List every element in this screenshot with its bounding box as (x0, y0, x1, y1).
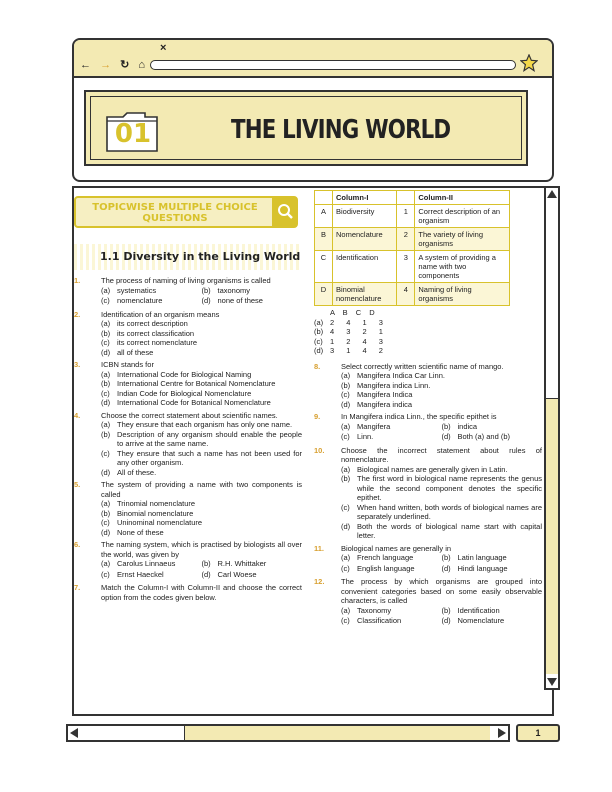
question-item (74, 310, 302, 358)
option-letter: (b) (441, 421, 451, 431)
option-letter: (b) (101, 379, 111, 388)
option (101, 286, 202, 297)
option-pair (101, 286, 302, 297)
question-number: 1. (74, 276, 81, 285)
forward-arrow-icon[interactable]: → (100, 59, 115, 71)
option (202, 296, 303, 307)
option-text: Indian Code for Biological Nomenclature (117, 388, 252, 398)
option-text: none of these (217, 296, 263, 305)
option (101, 329, 302, 339)
option-text: International Centre for Botanical Nomenclature (117, 379, 276, 388)
option (341, 606, 442, 617)
column-1-header: Column-I (333, 191, 397, 205)
option-text: Biological names are generally given in Latin. (357, 464, 508, 474)
option (101, 528, 302, 538)
search-icon (273, 198, 297, 226)
option-letter: (c) (101, 296, 110, 305)
chapter-header (84, 90, 528, 166)
option-pair (341, 616, 542, 627)
option-letter: (c) (341, 432, 350, 441)
question-body (101, 310, 302, 358)
option (442, 606, 543, 617)
option (341, 503, 542, 522)
option (442, 422, 543, 433)
scroll-down-icon[interactable] (547, 678, 557, 686)
option-letter: (c) (101, 388, 110, 398)
option-pair (341, 422, 542, 433)
question-text: The naming system, which is practised by biologists all over the world, was given by (101, 540, 302, 559)
question-body (341, 412, 542, 443)
option-text: taxonomy (217, 285, 251, 295)
question-body (101, 360, 302, 408)
question-text: Match the Column-I with Column-II and choose the correct option from the codes given below. (101, 583, 302, 602)
horizontal-scroll-thumb[interactable] (184, 726, 490, 740)
option-text: Taxonomy (357, 605, 392, 615)
option-letter: (d) (101, 347, 111, 357)
option (101, 518, 302, 528)
question-body (101, 276, 302, 307)
option (341, 564, 442, 575)
question-text: The process of naming of living organisms is called (101, 276, 271, 285)
option (341, 432, 442, 443)
option (101, 499, 302, 509)
vertical-scroll-thumb[interactable] (546, 398, 558, 674)
question-text: Identification of an organism means (101, 309, 220, 319)
option (101, 389, 302, 399)
option (101, 570, 202, 581)
question-number: 4. (74, 410, 81, 420)
option-text: indica (457, 421, 478, 431)
option-text: International Code for Botanical Nomenclature (117, 398, 271, 407)
home-icon[interactable]: ⌂ (138, 59, 149, 71)
option-text: English language (357, 563, 415, 573)
option-letter: (d) (201, 569, 211, 579)
question-list-left (74, 276, 302, 605)
star-icon[interactable] (520, 54, 538, 72)
question-number: 7. (74, 583, 81, 592)
option-text: All of these. (117, 467, 157, 477)
question-list-right (314, 362, 542, 627)
question-text: Biological names are generally in (341, 543, 452, 553)
option-pair (101, 570, 302, 581)
chapter-number: 01 (114, 119, 152, 149)
option-text: nomenclature (117, 296, 163, 305)
option (101, 379, 302, 389)
back-arrow-icon[interactable]: ← (80, 59, 94, 71)
option-letter: (b) (341, 380, 351, 390)
nav-buttons (80, 58, 148, 71)
question-body (101, 540, 302, 580)
match-row: D Binomial nomenclature 4 Naming of living organisms (315, 283, 510, 306)
option-letter: (a) (101, 499, 111, 508)
search-button[interactable] (272, 198, 296, 226)
option-text: Carl Woese (217, 569, 257, 579)
option-letter: (a) (341, 421, 351, 431)
option-letter: (b) (341, 474, 351, 483)
option-letter: (d) (341, 399, 351, 409)
option-letter: (a) (341, 605, 351, 615)
option-text: Both (a) and (b) (457, 432, 511, 441)
question-body (341, 362, 542, 410)
option-letter: (a) (101, 285, 111, 295)
option-letter: (d) (101, 398, 111, 407)
scroll-up-icon[interactable] (547, 190, 557, 198)
option-text: R.H. Whittaker (217, 559, 267, 568)
question-text: Select correctly written scientific name of mango. (341, 361, 504, 371)
codes-header: A B C D (330, 308, 378, 317)
option (442, 432, 543, 443)
option-text: Binomial nomenclature (117, 508, 194, 518)
question-number: 11. (314, 543, 325, 553)
question-item (74, 360, 302, 408)
question-text: ICBN stands for (101, 360, 154, 369)
question-number: 8. (314, 361, 321, 371)
option-letter: (a) (341, 371, 351, 380)
option-letter: (c) (101, 338, 110, 347)
option-letter: (c) (341, 616, 350, 625)
option (341, 400, 542, 410)
question-number: 12. (314, 577, 325, 586)
option-text: When hand written, both words of biological names are separately underlined. (357, 502, 542, 521)
option-text: Trinomial nomenclature (117, 499, 196, 508)
option-letter: (c) (101, 518, 110, 527)
option (202, 570, 303, 581)
option-text: its correct nomenclature (117, 338, 198, 347)
option-text: Carolus Linnaeus (117, 559, 176, 568)
question-text: The process by which organisms are grouped into convenient categories based on some easily observable characters, is called (341, 577, 542, 605)
option-pair (341, 553, 542, 564)
horizontal-scrollbar[interactable] (66, 724, 510, 742)
option (101, 449, 302, 468)
topicwise-mcq-button[interactable] (74, 196, 298, 228)
reload-icon[interactable]: ↻ (120, 59, 133, 71)
option-text: Nomenclature (457, 616, 505, 625)
option-letter: (c) (341, 563, 350, 573)
content-panel (72, 186, 554, 716)
option (202, 286, 303, 297)
chapter-title: THE LIVING WORLD (231, 115, 451, 145)
option-letter: (a) (101, 369, 111, 379)
option-text: Ernst Haeckel (117, 569, 164, 579)
option-letter: (b) (441, 605, 451, 615)
close-icon[interactable]: × (160, 42, 167, 54)
question-body (341, 446, 542, 541)
option-pair (101, 559, 302, 570)
option (101, 420, 302, 430)
option-pair (341, 432, 542, 443)
question-number: 9. (314, 412, 321, 421)
question-item (74, 480, 302, 537)
option-text: Hindi language (457, 563, 508, 573)
option-letter: (d) (441, 432, 451, 441)
option-letter: (a) (341, 464, 351, 474)
question-body (101, 411, 302, 478)
option (341, 381, 542, 391)
match-row: B Nomenclature 2 The variety of living organisms (315, 228, 510, 251)
match-row: C Identification 3 A system of providing a name with two components (315, 251, 510, 283)
question-body (101, 583, 302, 602)
option-letter: (b) (201, 559, 211, 568)
option (101, 370, 302, 380)
code-row: (c) 1 2 4 3 (314, 336, 388, 346)
chapter-header-inner (90, 96, 522, 160)
browser-window (72, 38, 554, 182)
question-number: 5. (74, 480, 81, 489)
option-text: Mangifera Indica (357, 390, 413, 399)
option (341, 422, 442, 433)
question-text: In Mangifera indica Linn., the specific epithet is (341, 412, 497, 421)
option-text: all of these (117, 347, 154, 357)
question-item (314, 412, 542, 443)
option (101, 338, 302, 348)
scroll-left-icon[interactable] (70, 728, 78, 738)
option-letter: (d) (101, 527, 111, 537)
question-number: 6. (74, 540, 81, 549)
option-pair (101, 296, 302, 307)
question-item (314, 577, 542, 627)
option-pair (341, 606, 542, 617)
option (101, 348, 302, 358)
match-table-header (315, 191, 510, 205)
option-text: Both the words of biological name start with capital letter. (357, 521, 542, 540)
code-row: (a) 2 4 1 3 (314, 317, 388, 327)
option-text: its correct classification (117, 328, 195, 338)
option-text: French language (357, 553, 414, 562)
option-letter: (c) (341, 390, 350, 399)
browser-toolbar (74, 40, 552, 78)
question-item (74, 411, 302, 478)
option-text: Uninominal nomenclature (117, 518, 203, 527)
option-text: Linn. (357, 432, 374, 441)
option-letter: (b) (201, 285, 211, 295)
option (202, 559, 303, 570)
page-number: 1 (516, 724, 560, 742)
question-body (341, 544, 542, 575)
option (341, 465, 542, 475)
option-letter: (d) (441, 616, 451, 625)
option-text: systematics (117, 285, 157, 295)
option-letter: (d) (341, 521, 351, 531)
option (341, 474, 542, 503)
option-text: Classification (357, 616, 402, 625)
option (101, 559, 202, 570)
match-table (314, 190, 510, 306)
option-letter: (a) (101, 319, 111, 328)
option-letter: (b) (441, 553, 451, 562)
question-text: Choose the correct statement about scientific names. (101, 410, 278, 420)
question-number: 3. (74, 360, 81, 369)
question-number: 10. (314, 445, 325, 455)
option (101, 468, 302, 478)
vertical-scrollbar[interactable] (544, 186, 560, 690)
question-item (74, 583, 302, 602)
option (341, 390, 542, 400)
scroll-right-icon[interactable] (498, 728, 506, 738)
question-item (74, 276, 302, 307)
option-text: Description of any organism should enable the people to arrive at the same name. (117, 429, 302, 448)
option-letter: (a) (101, 420, 111, 429)
option (101, 319, 302, 329)
question-item (314, 362, 542, 410)
option (341, 371, 542, 381)
match-row: A Biodiversity 1 Correct description of an organism (315, 205, 510, 228)
code-row: (d) 3 1 4 2 (314, 346, 388, 355)
option-letter: (b) (101, 508, 111, 518)
option-text: Mangifera indica Linn. (357, 380, 431, 390)
column-2-header: Column-II (415, 191, 510, 205)
topic-button-label: TOPICWISE MULTIPLE CHOICE QUESTIONS (92, 202, 258, 224)
option-letter: (a) (341, 553, 351, 562)
option-text: Latin language (457, 553, 507, 562)
question-text: Choose the incorrect statement about rules of nomenclature. (341, 445, 542, 464)
option (341, 616, 442, 627)
option (442, 564, 543, 575)
option-letter: (a) (101, 559, 111, 568)
answer-codes (314, 308, 544, 356)
option-text: The first word in biological name represents the genus while the second component denotes the specific epithet. (357, 474, 542, 502)
option-letter: (c) (101, 448, 110, 458)
question-item (74, 540, 302, 580)
option (101, 296, 202, 307)
option (101, 398, 302, 408)
option-letter: (d) (441, 563, 451, 573)
question-text: The system of providing a name with two components is called (101, 480, 302, 499)
option (442, 616, 543, 627)
option-letter: (b) (101, 328, 111, 338)
option-letter: (c) (341, 502, 350, 512)
option-text: Mangifera Indica Car Linn. (357, 371, 445, 380)
option-text: Mangifera (357, 421, 391, 431)
option (341, 522, 542, 541)
option-letter: (d) (101, 467, 111, 477)
option-text: Identification (457, 605, 500, 615)
right-column (314, 190, 544, 630)
option (101, 509, 302, 519)
option-text: None of these (117, 527, 164, 537)
option-text: International Code for Biological Naming (117, 369, 252, 379)
question-body (101, 480, 302, 537)
option-letter: (c) (101, 569, 110, 579)
option-letter: (b) (101, 429, 111, 439)
option-text: They ensure that each organism has only one name. (117, 420, 293, 429)
section-title: 1.1 Diversity in the Living World (100, 250, 301, 263)
option-text: They ensure that such a name has not been used for any other organism. (117, 448, 302, 467)
address-bar[interactable] (150, 60, 516, 70)
option (341, 553, 442, 564)
question-item (314, 446, 542, 541)
option-text: its correct description (117, 319, 188, 328)
option-letter: (d) (201, 296, 211, 305)
option-pair (341, 564, 542, 575)
code-row: (b) 4 3 2 1 (314, 327, 388, 336)
question-number: 2. (74, 309, 81, 319)
option (101, 430, 302, 449)
option-text: Mangifera indica (357, 399, 413, 409)
question-item (314, 544, 542, 575)
option (442, 553, 543, 564)
question-body (341, 577, 542, 627)
